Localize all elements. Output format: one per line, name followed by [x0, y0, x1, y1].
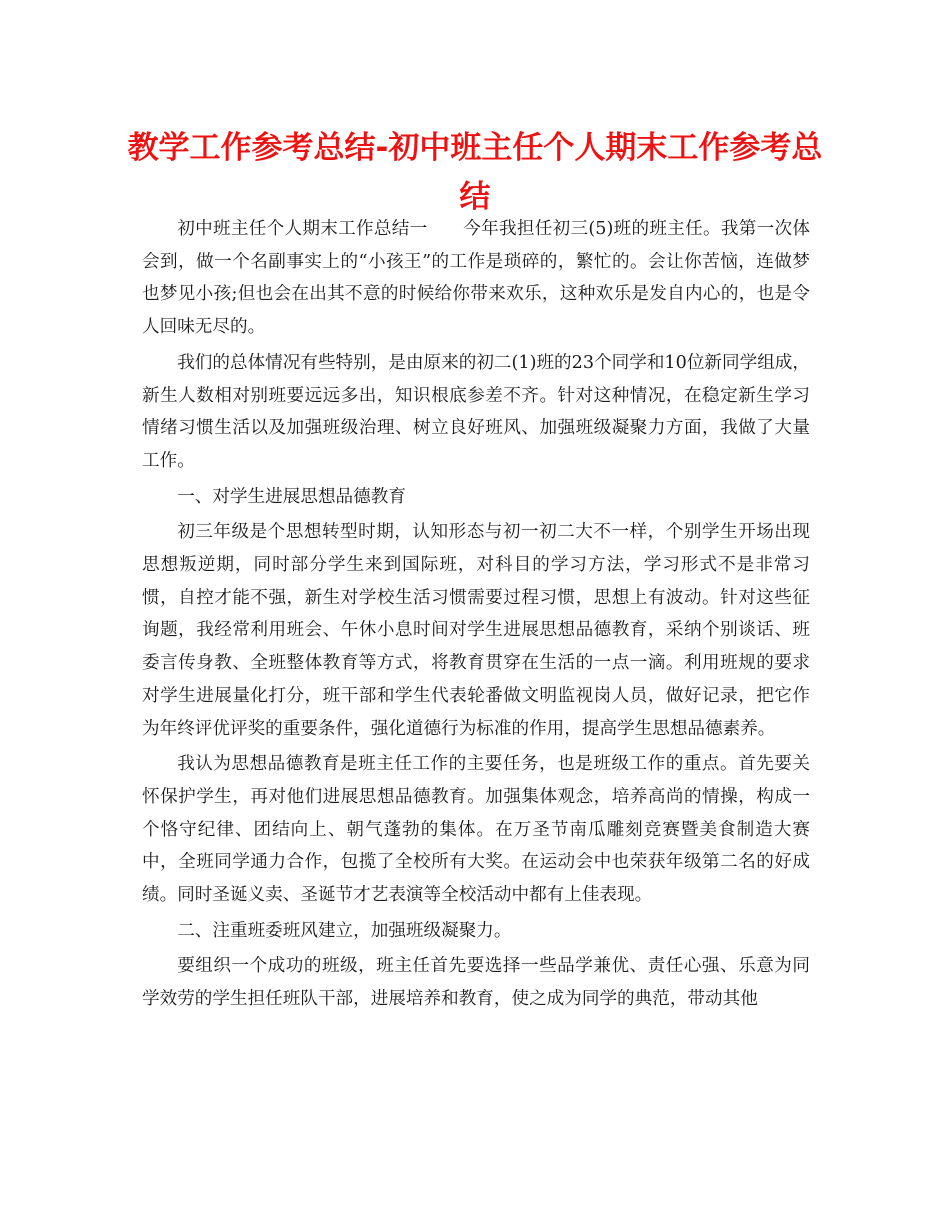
- section-heading: 二、注重班委班风建立，加强班级凝聚力。: [177, 920, 512, 941]
- section-heading: 一、对学生进展思想品德教育: [177, 486, 406, 507]
- paragraph: 我认为思想品德教育是班主任工作的主要任务，也是班级工作的重点。首先要关怀保护学生，再对他们进展思想品德教育。加强集体观念，培养高尚的情操，构成一个恪守纪律、团结向上、朝气蓬勃的集体。在万圣节南瓜雕刻竞赛暨美食制造大赛中，全班同学通力合作，包揽了全校所有大奖。在运动会中也荣获年级第二名的好成绩。同时圣诞义卖、圣诞节才艺表演等全校活动中都有上佳表现。: [142, 754, 810, 906]
- document-body: [142, 213, 810, 1019]
- paragraph: 初三年级是个思想转型时期，认知形态与初一初二大不一样，个别学生开场出现思想叛逆期，同时部分学生来到国际班，对科目的学习方法，学习形式不是非常习惯，自控才能不强，新生对学校生活习惯需要过程习惯，思想上有波动。针对这些征询题，我经常利用班会、午休小息时间对学生进展思想品德教育，采纳个别谈话、班委言传身教、全班整体教育等方式，将教育贯穿在生活的一点一滴。利用班规的要求对学生进展量化打分，班干部和学生代表轮番做文明监视岗人员，做好记录，把它作为年终评优评奖的重要条件，强化道德行为标准的作用，提高学生思想品德素养。: [142, 522, 810, 739]
- paragraph: 要组织一个成功的班级，班主任首先要选择一些品学兼优、责任心强、乐意为同学效劳的学生担任班队干部，进展培养和教育，使之成为同学的典范，带动其他: [142, 956, 810, 1010]
- paragraph: 我们的总体情况有些特别，是由原来的初二(1)班的23个同学和10位新同学组成，新生人数相对别班要远远多出，知识根底参差不齐。针对这种情况，在稳定新生学习情绪习惯生活以及加强班级治理、树立良好班风、加强班级凝聚力方面，我做了大量工作。: [142, 352, 810, 471]
- paragraph: 初中班主任个人期末工作总结一 今年我担任初三(5)班的班主任。我第一次体会到，做一个名副事实上的“小孩王”的工作是琐碎的，繁忙的。会让你苦恼，连做梦也梦见小孩;但也会在出其不意的时候给你带来欢乐，这种欢乐是发自内心的，也是令人回味无尽的。: [142, 219, 810, 338]
- document-title: 教学工作参考总结-初中班主任个人期末工作参考总结: [127, 130, 823, 215]
